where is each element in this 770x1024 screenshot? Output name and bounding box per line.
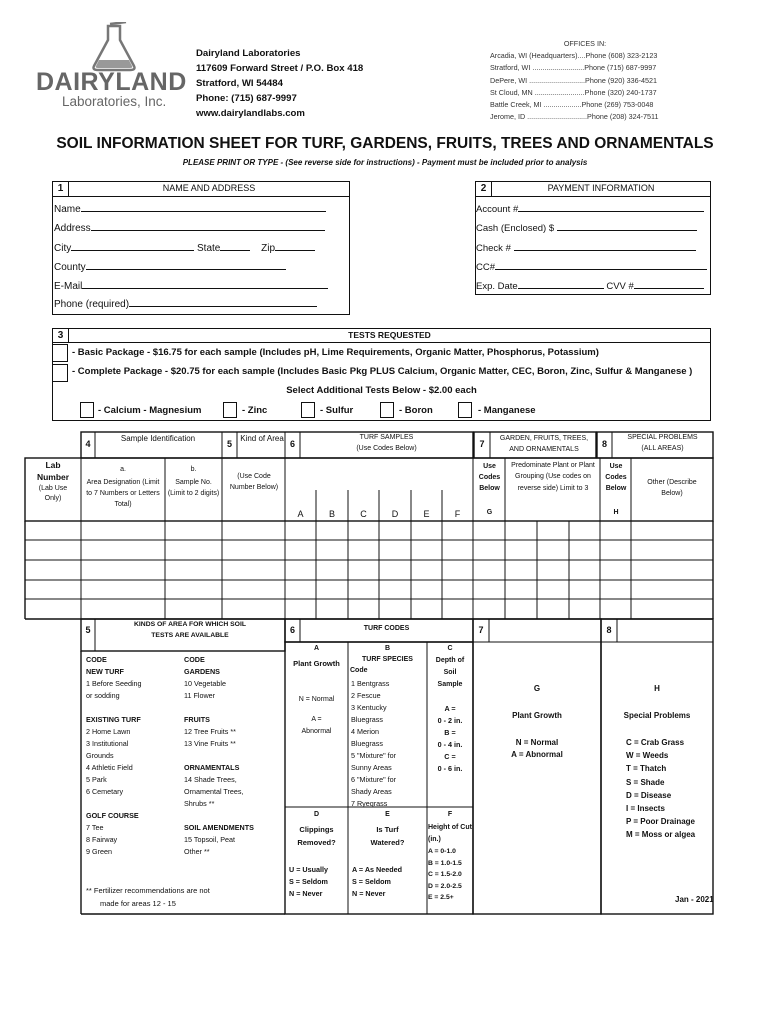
fertilizer-note [86,884,210,910]
code-item: or sodding [86,691,120,700]
col-g-abnormal: A = Abnormal [511,750,563,759]
office-item: Stratford, WI ..........................Phone (715) 687-9997 [490,63,657,73]
col-f-title: Height of Cut (in.) [428,824,472,843]
office-item: Arcadia, WI (Headquarters)....Phone (608) 323-2123 [490,51,658,61]
gardens-header: GARDENS [184,667,220,676]
turf-col-d: D [391,509,399,519]
codes-num-6: 6 [289,625,295,635]
species-item: Sunny Areas [351,763,392,772]
code-header: CODE [184,655,205,664]
species-list [351,678,427,810]
col-g-letter: G [533,684,541,693]
h-description: Other (Describe Below) [647,479,697,497]
species-item: 3 Kentucky [351,703,387,712]
area-designation-letter: a. [120,466,126,473]
col-d-title: Clippings Removed? [297,825,336,847]
area-designation-desc: Area Designation (Limit to 7 Numbers or Letters Total) [86,479,160,508]
col-h-letter: H [654,684,660,693]
kinds-col-2 [184,654,284,858]
code-item: 10 Vegetable [184,679,226,688]
species-item: Shady Areas [351,787,392,796]
code-item: 8 Fairway [86,835,118,844]
calcium-magnesium-label: - Calcium - Magnesium [98,405,202,416]
new-turf-header: NEW TURF [86,667,124,676]
col-h-value: I = Insects [626,804,665,814]
col-c-value: C = [444,752,456,761]
col-d-values [289,864,328,900]
codes-num-5: 5 [85,625,91,635]
section-number: 2 [476,182,492,196]
col-h-value: W = Weeds [626,751,669,761]
fertilizer-note-line: ** Fertilizer recommendations are not [86,886,210,895]
sample-no-desc: Sample No. (Limit to 2 digits) [167,479,220,497]
code-item: 3 Institutional [86,739,129,748]
col-b-letter: B [384,645,391,652]
col-f-values [428,846,462,904]
species-item: 4 Merion [351,727,379,736]
col-a-title: Plant Growth [293,659,340,668]
cash-label: Cash (Enclosed) $ [476,223,555,234]
code-item: 4 Athletic Field [86,763,133,772]
col-f-value: B = 1.0-1.5 [428,859,462,867]
col-h-value: D = Disease [626,790,672,800]
soil-amendments-header: SOIL AMENDMENTS [184,823,254,832]
kind-of-area-header: Kind of Area [240,434,284,443]
sulfur-label: - Sulfur [320,405,354,416]
col-c-value: 0 - 2 in. [437,716,463,725]
col-f-value: C = 1.5-2.0 [428,871,462,879]
g-letter: G [486,509,493,516]
section-title: NAME AND ADDRESS [162,183,256,193]
col-g-values [473,737,601,761]
code-item: 12 Tree Fruits ** [184,727,236,736]
section-number: 3 [53,329,69,342]
col-e-letter: E [385,811,390,818]
section-title: PAYMENT INFORMATION [547,183,655,193]
col-h-value: S = Shade [626,777,665,787]
col-c-values [427,703,473,775]
basic-package-label: - Basic Package - $16.75 for each sample (Includes pH, Lime Requirements, Organic Matter, Phosphorus, Potassium) [72,347,599,358]
col-a-normal: N = Normal [298,696,335,703]
brand-name: DAIRYLAND [36,68,187,96]
fruits-header: FRUITS [184,715,210,724]
turf-codes-title: TURF CODES [363,625,410,632]
turf-samples-sub: (Use Codes Below) [356,445,417,452]
table-row[interactable] [25,540,713,560]
turf-col-f: F [454,509,461,519]
col-d-value: U = Usually [289,865,328,874]
g-use-codes: Use Codes Below [478,463,501,492]
office-item: DePere, WI ............................Phone (920) 336-4521 [490,75,657,85]
col-g-normal: N = Normal [515,738,559,747]
col-f-value: E = 2.5+ [428,894,454,902]
county-label: County [54,262,86,273]
turf-col-e: E [423,509,430,519]
page-subtitle: PLEASE PRINT OR TYPE - (See reverse side for instructions) - Payment must be included prior to analysis [182,158,588,167]
code-item: 2 Home Lawn [86,727,131,736]
exp-label: Exp. Date [476,281,518,292]
col-c-value: A = [444,704,456,713]
fertilizer-note-line: made for areas 12 - 15 [100,899,176,908]
col-b-code: Code [350,667,368,674]
office-item: Jerome, ID ..............................Phone (208) 324-7511 [490,112,659,122]
codes-num-8: 8 [606,625,612,635]
turf-col-a: A [297,509,304,519]
manganese-label: - Manganese [478,405,536,416]
company-phone: Phone: (715) 687-9997 [196,93,297,104]
ornamentals-header: ORNAMENTALS [184,763,240,772]
col-d-letter: D [313,811,320,818]
col-f-letter: F [447,811,453,818]
col-c-letter: C [447,645,453,652]
golf-course-header: GOLF COURSE [86,811,139,820]
code-item: 7 Tee [86,823,104,832]
code-item: 14 Shade Trees, [184,775,237,784]
h-use-codes: Use Codes Below [605,463,627,492]
col-f-value: A = 0-1.0 [428,848,456,855]
account-label: Account # [476,204,519,215]
company-city: Stratford, WI 54484 [196,78,283,89]
num-6: 6 [289,439,295,449]
kind-code-desc: (Use Code Number Below) [229,473,279,491]
turf-col-b: B [328,509,335,519]
col-g-title: Plant Growth [512,711,562,720]
col-c-value: B = [444,728,456,737]
col-h-value: T = Thatch [626,764,667,774]
lab-use-only: (Lab Use Only) [38,485,68,502]
section-title: TESTS REQUESTED [348,330,431,340]
col-a-abnormal: A = Abnormal [301,716,332,735]
code-item: 11 Flower [184,691,216,700]
col-e-value: N = Never [352,889,386,898]
check-label: Check # [476,243,511,254]
email-label: E-Mail [54,281,83,292]
num-5: 5 [226,439,232,449]
code-item: 6 Cemetary [86,787,124,796]
species-item: 6 "Mixture" for [351,775,397,784]
code-item: Ornamental Trees, [184,787,244,796]
col-h-title: Special Problems [623,711,691,720]
complete-package-label: - Complete Package - $20.75 for each sample (Includes Basic Pkg PLUS Calcium, Organic Matter, CEC, Boron, Zinc, Sulfur & Manganese ) [72,366,693,377]
species-item: Bluegrass [351,715,383,724]
code-item: 13 Vine Fruits ** [184,739,236,748]
offices-title: OFFICES IN: [563,39,607,48]
col-d-value: S = Seldom [289,877,328,886]
col-h-value: C = Crab Grass [626,738,685,747]
code-item: Other ** [184,847,210,856]
turf-samples-header: TURF SAMPLES [359,434,414,441]
zip-label: Zip [261,243,276,254]
col-e-values [352,864,402,900]
code-header: CODE [86,655,107,664]
table-row[interactable] [25,580,713,599]
section-number: 1 [53,182,69,196]
special-problems-sub: (ALL AREAS) [641,445,684,452]
state-label: State [197,243,221,254]
code-item: 1 Before Seeding [86,679,142,688]
col-a-letter: A [313,645,320,652]
species-item: 2 Fescue [351,691,381,700]
table-row[interactable] [25,560,713,580]
zinc-label: - Zinc [242,405,268,416]
codes-num-7: 7 [478,625,484,635]
turf-col-c: C [360,509,367,519]
cvv-label: CVV # [606,281,634,292]
page-title: SOIL INFORMATION SHEET FOR TURF, GARDENS, FRUITS, TREES AND ORNAMENTALS [56,135,714,152]
cc-label: CC# [476,262,496,273]
form-date: Jan - 2021 [675,895,714,904]
special-problems-header: SPECIAL PROBLEMS [627,434,698,441]
address-label: Address [54,223,91,234]
col-h-values [626,736,695,842]
col-f-value: D = 2.0-2.5 [428,882,462,890]
kinds-col-1 [86,654,186,858]
col-e-value: A = As Needed [352,865,402,874]
species-item: Bluegrass [351,739,383,748]
company-name: Dairyland Laboratories [196,48,301,59]
office-item: St Cloud, MN .........................Phone (320) 240-1737 [490,87,657,97]
table-row[interactable] [25,521,713,540]
col-c-title: Depth of Soil Sample [435,657,465,688]
col-b-title: TURF SPECIES [362,656,413,663]
col-h-value: M = Moss or algea [626,830,696,840]
code-item: Shrubs ** [184,799,215,808]
kinds-title: KINDS OF AREA FOR WHICH SOIL TESTS ARE AVAILABLE [133,621,247,639]
col-c-value: 0 - 6 in. [437,764,463,773]
lab-number-header: Lab Number [36,460,70,482]
boron-label: - Boron [399,405,433,416]
brand-sub: Laboratories, Inc. [62,94,167,109]
h-letter: H [613,509,619,516]
col-e-value: S = Seldom [352,877,391,886]
office-item: Battle Creek, MI ...................Phone (269) 753-0048 [490,100,654,110]
sample-no-letter: b. [190,466,197,473]
company-address: 117609 Forward Street / P.O. Box 418 [196,63,364,74]
code-item: 9 Green [86,847,112,856]
code-item: 5 Park [86,775,107,784]
code-item: Grounds [86,751,114,760]
species-item: 1 Bentgrass [351,679,390,688]
existing-turf-header: EXISTING TURF [86,715,141,724]
species-item: 5 "Mixture" for [351,751,397,760]
g-description: Predominate Plant or Plant Grouping (Use codes on reverse side) Limit to 3 [511,462,595,492]
num-7: 7 [479,439,485,449]
num-4: 4 [85,439,91,449]
garden-header: GARDEN, FRUITS, TREES, AND ORNAMENTALS [499,435,589,453]
col-a-values [285,694,348,738]
code-item: 15 Topsoil, Peat [184,835,236,844]
col-h-value: P = Poor Drainage [626,817,695,827]
additional-tests-title: Select Additional Tests Below - $2.00 each [286,385,477,396]
col-c-value: 0 - 4 in. [437,740,463,749]
company-web: www.dairylandlabs.com [196,108,305,119]
sample-identification-header: Sample Identification [120,434,196,443]
name-label: Name [54,204,81,215]
col-d-value: N = Never [289,889,323,898]
phone-label: Phone (required) [54,299,130,310]
num-8: 8 [601,439,607,449]
city-label: City [54,243,72,254]
col-e-title: Is Turf Watered? [370,825,405,847]
species-item: 7 Ryegrass [351,799,388,808]
